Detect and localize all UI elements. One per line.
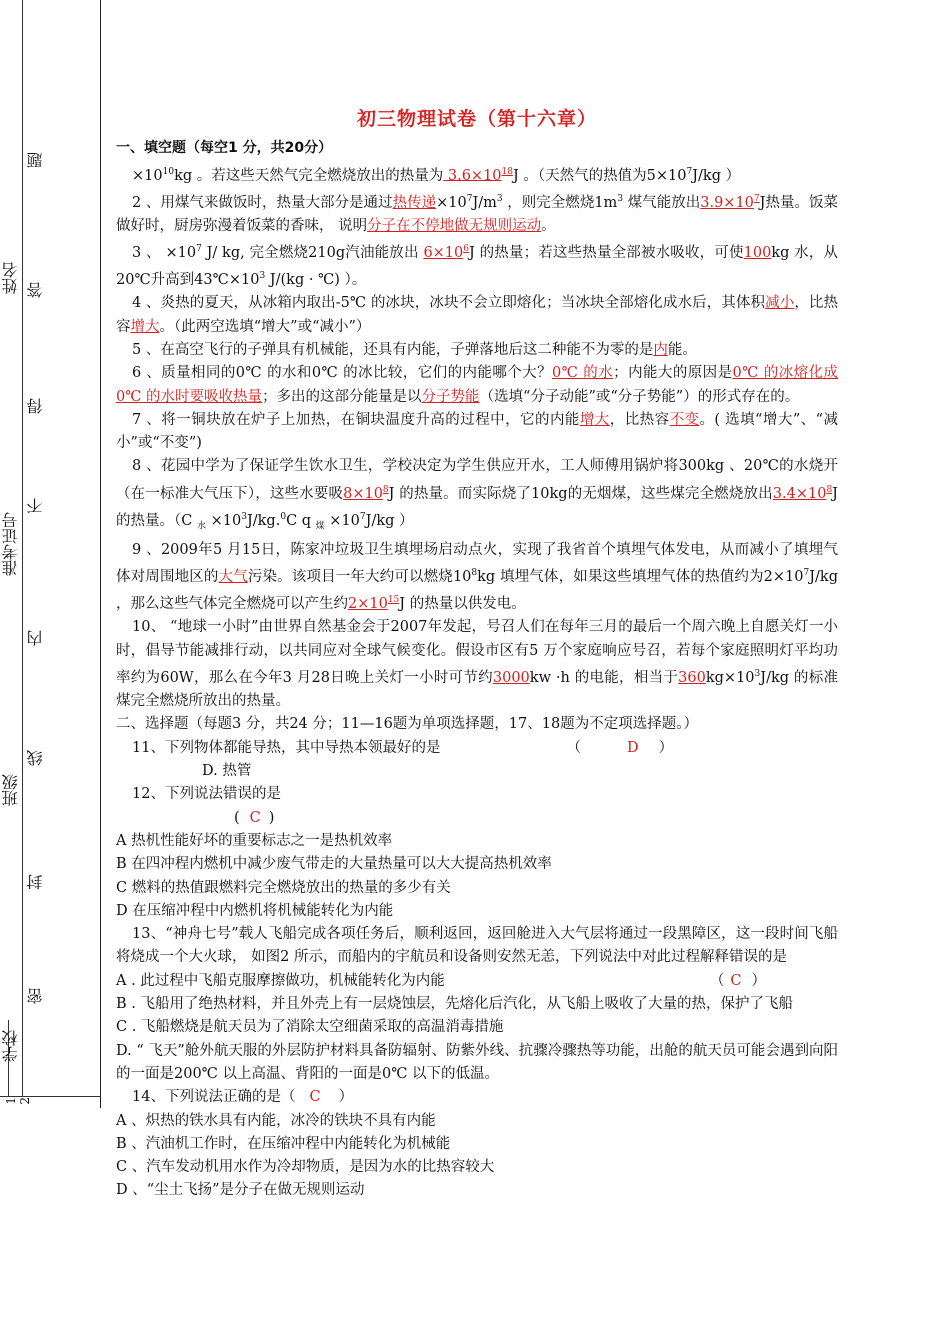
answer: 不变 <box>669 411 700 428</box>
answer: 大气 <box>218 569 248 586</box>
answer: 增大 <box>579 411 610 428</box>
answer: D <box>626 739 639 756</box>
name-label: 姓名 <box>1 262 20 294</box>
option: D 、“尘土飞扬”是分子在做无规则运动 <box>116 1182 365 1199</box>
question-9: 9 、2009年5 月15日，陈家冲垃圾卫生填埋场启动点火，实现了我省首个填埋气体发电，从而减小了填埋气体对周围地区的大气污染。该项目一年大约可以燃烧$10^8kg$ 填埋气体，如果这些填埋气体的热值约为$2\times 10^7J/kg$ ，那么这些气体完全燃烧可以产生约$2\times 10^{15}J$ 的热量以供发电。 <box>116 541 838 613</box>
option: A 、炽热的铁水具有内能，冰冷的铁块不具有内能 <box>116 1112 436 1129</box>
answer: 6×10 <box>423 244 464 261</box>
option: C 、汽车发动机用水作为冷却物质，是因为水的比热容较大 <box>116 1159 495 1176</box>
answer: 内 <box>653 341 668 358</box>
page-title: 初三物理试卷（第十六章） <box>356 108 597 130</box>
seal-char: 题 <box>26 152 45 168</box>
answer: 3000 <box>492 669 530 686</box>
margin-line <box>22 0 23 1096</box>
question-7: 7 、将一铜块放在炉子上加热，在铜块温度升高的过程中，它的内能增大，比热容不变。( 选填“增大”、“减小”或“不变”) <box>116 411 838 452</box>
question-12: 12、下列说法错误的是 <box>132 786 281 803</box>
seal-char: 内 <box>26 630 45 646</box>
option: A . 此过程中飞船克服摩擦做功，机械能转化为内能 <box>116 972 445 989</box>
class-label: 班级 <box>1 774 20 806</box>
question-1: $\times 10^{10}kg$ 。若这些天然气完全燃烧放出的热量为 $3.6\times 10^{18}J$ 。（天然气的热值为$5\times 10^7J/kg$ ） <box>132 166 741 184</box>
answer: 0℃ 的水 <box>552 365 614 382</box>
option: D. “ 飞天”舱外航天服的外层防护材料具备防辐射、防紫外线、抗骤冷骤热等功能，出舱的航天员可能会遇到向阳的一面是200℃ 以上高温、背阳的一面是0℃ 以下的低温。 <box>116 1042 838 1082</box>
answer: 分子在不停地做无规则运动 <box>367 217 542 234</box>
seal-char: 得 <box>26 398 45 414</box>
question-4: 4 、炎热的夏天，从冰箱内取出-5℃ 的冰块，冰块不会立即熔化；当冰块全部熔化成水后，其体积减小，比热容增大。（此两空选填“增大”或“减小”） <box>116 295 839 335</box>
answer: 3.9×10 <box>700 194 754 211</box>
option: B . 飞船用了绝热材料，并且外壳上有一层烧蚀层，先熔化后汽化，从飞船上吸收了大量的热，保护了飞船 <box>116 996 793 1013</box>
option: C . 飞船燃烧是航天员为了消除太空细菌采取的高温消毒措施 <box>116 1019 504 1036</box>
question-3: 3 、 $\times 10^7$ J/ kg, 完全燃烧210g汽油能放出 $6\times 10^6J$ 的热量；若这些热量全部被水吸收，可使100kg 水，从20℃升高到$43℃\times 10^3$ J/(kg · ℃) ）。 <box>116 244 838 289</box>
question-14: 14、下列说法正确的是（ C ） <box>132 1089 354 1106</box>
answer: C <box>249 809 261 826</box>
question-12-answer: ( C ) <box>234 809 275 826</box>
answer: C <box>730 972 742 989</box>
answer: 3.4×10 <box>772 485 827 502</box>
answer: 8×10 <box>343 485 383 502</box>
option: C 燃料的热值跟燃料完全燃烧放出的热量的多少有关 <box>116 879 451 896</box>
question-11-option: D. 热管 <box>202 763 252 780</box>
seal-char: 答 <box>26 282 45 298</box>
answer: 热传递 <box>392 194 437 211</box>
margin-number: 1 <box>4 1097 18 1105</box>
question-8: 8 、花园中学为了保证学生饮水卫生，学校决定为学生供应开水，工人师傅用锅炉将300kg 、20℃的水烧开（在一标准大气压下），这些水要吸$8\times 10^8J$ 的热量。而实际烧了10kg的无烟煤，这些煤完全燃烧放出$3.4\times 10^8J$的热量。（C $_水 \times 10^3J/kg.^0C$ q $_煤 \times 10^7J/kg$ ） <box>116 458 838 532</box>
section-heading-2: 二、选择题（每题3 分，共24 分；11—16题为单项选择题，17、18题为不定项选择题。） <box>116 716 698 733</box>
answer: C <box>309 1089 321 1106</box>
exam-content <box>116 108 838 1203</box>
question-6: 6 、质量相同的0℃ 的水和0℃ 的冰比较，它们的内能哪个大？0℃ 的水；内能大的原因是0℃ 的冰熔化成0℃ 的水时要吸收热量；多出的这部分能量是以分子势能（选填“分子动能”或“分子势能”）的形式存在的。 <box>116 365 838 405</box>
binding-margin <box>0 0 101 1108</box>
question-10: 10、 “地球一小时”由世界自然基金会于2007年发起，号召人们在每年三月的最后一个周六晚上自愿关灯一小时，倡导节能减排行动，以共同应对全球气候变化。假设市区有5 万个家庭响应号召，若每个家庭照明灯平均功率约为60W，那么在今年3 月28日晚上关灯一小时可节约3000kw ·h 的电能，相当于$360kg\times 10^3J/kg$ 的标准煤完全燃烧所放出的热量。 <box>116 619 838 710</box>
question-5: 5 、在高空飞行的子弹具有机械能，还具有内能，子弹落地后这二种能不为零的是内能。 <box>132 341 697 358</box>
option: B 、汽油机工作时，在压缩冲程中内能转化为机械能 <box>116 1135 451 1152</box>
exam-number-label: 准考证号 <box>1 512 20 576</box>
option: A 热机性能好坏的重要标志之一是热机效率 <box>116 832 393 849</box>
margin-number: 2 <box>18 1097 32 1105</box>
seal-char: 封 <box>26 874 45 890</box>
section-heading: 一、填空题（每空1 分，共20分） <box>116 140 333 157</box>
seal-char: 不 <box>26 498 45 514</box>
option: B 在四冲程内燃机中减少废气带走的大量热量可以大大提高热机效率 <box>116 856 552 873</box>
answer: 分子势能 <box>421 388 480 405</box>
seal-char: 线 <box>26 750 45 766</box>
answer: 0℃ 的冰熔化成0℃ 的水时要吸收热量 <box>116 365 838 405</box>
question-11: 11、下列物体都能导热，其中导热本领最好的是 （ D ） <box>132 739 674 756</box>
answer: 增大 <box>130 318 160 335</box>
question-2: 2 、用煤气来做饭时，热量大部分是通过热传递$\times 10^7J/m^3$ ，则完全燃烧$1m^3$ 煤气能放出$3.9\times 10^7J$热量。饭菜做好时，厨房弥漫着饭菜的香味， 说明分子在不停地做无规则运动。 <box>116 193 839 234</box>
question-13: 13、“神舟七号”载人飞船完成各项任务后，顺利返回，返回舱进入大气层将通过一段黑障区，这一段时间飞船将烧成一个大火球， 如图2 所示，而船内的宇航员和设备则安然无恙，下列说法中对此过程解释错误的是 （ C ） <box>116 926 838 989</box>
option: D 在压缩冲程中内燃机将机械能转化为内能 <box>116 902 394 919</box>
answer: 减小 <box>765 295 795 312</box>
answer: 360 <box>678 669 706 686</box>
seal-char: 密 <box>26 988 45 1004</box>
answer: 3.6×10 <box>443 167 502 184</box>
answer: 2×10 <box>348 596 388 613</box>
school-label: 学校 <box>1 1030 20 1062</box>
answer: 100 <box>743 244 772 261</box>
